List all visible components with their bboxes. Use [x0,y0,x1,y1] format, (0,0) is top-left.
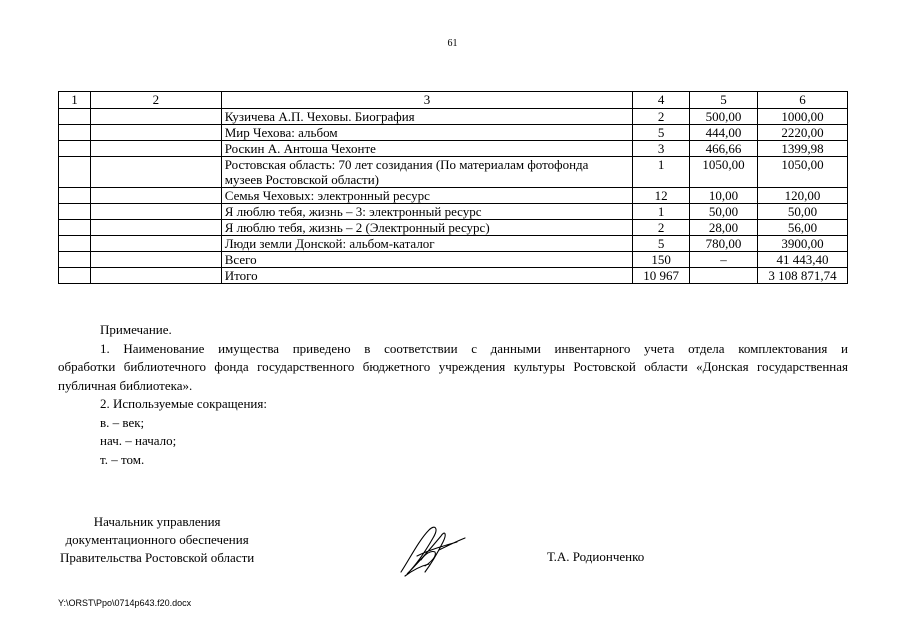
signatory-title-line: документационного обеспечения [65,532,249,547]
cell-col2 [90,188,221,204]
cell-price [690,268,758,284]
cell-quantity: 2 [633,109,690,125]
page-number: 61 [447,38,458,49]
signatory-title [60,513,254,567]
header-cell: 2 [90,92,221,109]
cell-sum: 1399,98 [758,141,848,157]
signatory-title-line: Правительства Ростовской области [60,550,255,565]
cell-col1 [59,109,91,125]
cell-col2 [90,252,221,268]
cell-quantity: 12 [633,188,690,204]
cell-quantity: 5 [633,125,690,141]
header-cell: 5 [690,92,758,109]
cell-col2 [90,204,221,220]
cell-col1 [59,141,91,157]
cell-price: 444,00 [690,125,758,141]
cell-price: 466,66 [690,141,758,157]
inventory-table [58,91,848,284]
cell-col2 [90,141,221,157]
cell-price: – [690,252,758,268]
cell-price: 500,00 [690,109,758,125]
cell-item-name: Люди земли Донской: альбом-каталог [221,236,632,252]
cell-sum: 120,00 [758,188,848,204]
cell-col2 [90,236,221,252]
cell-sum: 3900,00 [758,236,848,252]
cell-col2 [90,125,221,141]
note-item-2: 2. Используемые сокращения: [100,396,267,411]
cell-quantity: 150 [633,252,690,268]
cell-col1 [59,125,91,141]
file-path: Y:\ORST\Ppo\0714p643.f20.docx [58,598,192,608]
abbreviation: т. – том. [100,451,145,467]
cell-price: 50,00 [690,204,758,220]
cell-col2 [90,109,221,125]
header-cell: 3 [221,92,632,109]
cell-price: 28,00 [690,220,758,236]
cell-sum: 1000,00 [758,109,848,125]
cell-item-name: Всего [221,252,632,268]
table-row [59,109,848,125]
cell-sum: 41 443,40 [758,252,848,268]
table-row [59,236,848,252]
notes-title: Примечание. [100,322,172,337]
cell-item-name: Итого [221,268,632,284]
cell-item-name: Ростовская область: 70 лет созидания (По материалам фотофонда музеев Ростовской области) [221,157,632,188]
total-row [59,268,848,284]
cell-sum: 50,00 [758,204,848,220]
cell-quantity: 2 [633,220,690,236]
cell-quantity: 10 967 [633,268,690,284]
cell-item-name: Семья Чеховых: электронный ресурс [221,188,632,204]
cell-col1 [59,268,91,284]
cell-item-name: Я люблю тебя, жизнь – 2 (Электронный ресурс) [221,220,632,236]
cell-col1 [59,188,91,204]
signatory-title-line: Начальник управления [93,514,221,529]
cell-sum: 56,00 [758,220,848,236]
cell-price: 10,00 [690,188,758,204]
cell-item-name: Кузичева А.П. Чеховы. Биография [221,109,632,125]
cell-price: 780,00 [690,236,758,252]
cell-col1 [59,220,91,236]
note-item-1 [58,340,848,396]
table-row [59,188,848,204]
cell-col1 [59,157,91,188]
note-item-1-first-line: 1. Наименование имущества приведено в соответствии с данными инвентарного учета отдела комплектования и [100,340,848,356]
cell-item-name: Я люблю тебя, жизнь – 3: электронный ресурс [221,204,632,220]
cell-col1 [59,236,91,252]
header-cell: 1 [59,92,91,109]
table-row [59,125,848,141]
cell-col1 [59,204,91,220]
header-cell: 4 [633,92,690,109]
cell-quantity: 5 [633,236,690,252]
cell-col2 [90,268,221,284]
cell-sum: 1050,00 [758,157,848,188]
cell-item-name: Роскин А. Антоша Чехонте [221,141,632,157]
table-row [59,252,848,268]
table-row [59,220,848,236]
header-cell: 6 [758,92,848,109]
cell-quantity: 3 [633,141,690,157]
cell-col1 [59,252,91,268]
header-row [59,92,848,109]
cell-quantity: 1 [633,204,690,220]
cell-sum: 3 108 871,74 [758,268,848,284]
abbreviation: в. – век; [100,414,145,430]
cell-sum: 2220,00 [758,125,848,141]
cell-quantity: 1 [633,157,690,188]
inventory-table-body [59,92,848,284]
abbreviation: нач. – начало; [100,433,177,448]
cell-col2 [90,220,221,236]
table-row [59,157,848,188]
table-row [59,204,848,220]
cell-item-name: Мир Чехова: альбом [221,125,632,141]
cell-col2 [90,157,221,188]
note-item-1-rest: обработки библиотечного фонда государственного бюджетного учреждения культуры Ростовской области «Донская государственная публичная библиотека». [58,359,848,393]
table-row [59,141,848,157]
cell-price: 1050,00 [690,157,758,188]
notes-section [58,321,848,469]
handwritten-signature [395,520,475,582]
signatory-name: Т.А. Родионченко [547,549,645,564]
